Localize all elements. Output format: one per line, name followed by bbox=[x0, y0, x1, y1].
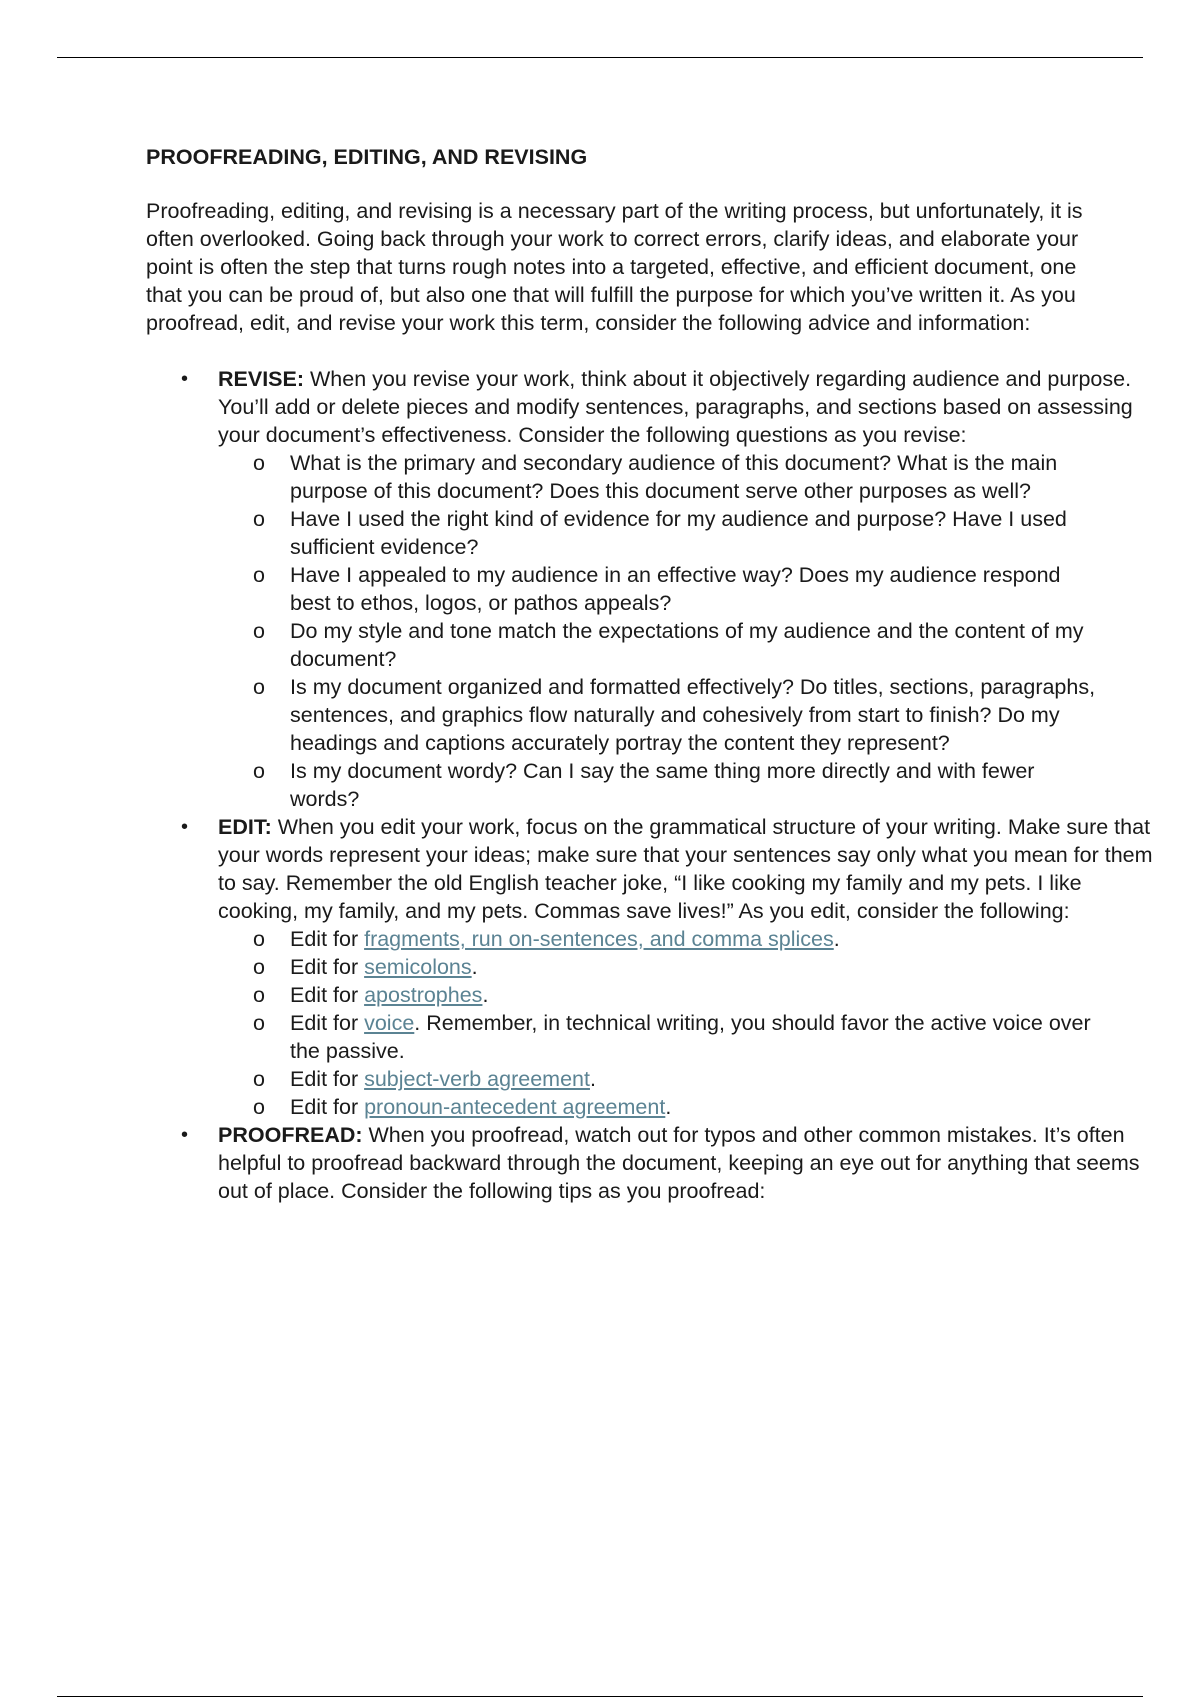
link-fragments[interactable]: fragments, run on-sentences, and comma splices bbox=[364, 927, 834, 951]
sub-bullet-icon: o bbox=[253, 563, 265, 587]
revise-question: Do my style and tone match the expectations of my audience and the content of my document? bbox=[290, 619, 1084, 671]
bullet-icon: • bbox=[181, 368, 189, 390]
link-apostrophes[interactable]: apostrophes bbox=[364, 983, 483, 1007]
link-voice[interactable]: voice bbox=[364, 1011, 415, 1035]
list-item bbox=[218, 925, 1100, 953]
edit-item-suffix: . bbox=[589, 1067, 596, 1091]
link-subject-verb-agreement[interactable]: subject-verb agreement bbox=[364, 1067, 590, 1091]
document-title: PROOFREADING, EDITING, AND REVISING bbox=[146, 145, 588, 169]
list-item bbox=[218, 617, 1100, 673]
header-rule bbox=[57, 57, 1143, 58]
list-item bbox=[218, 673, 1100, 757]
proofread-label: PROOFREAD: bbox=[218, 1123, 363, 1147]
edit-item-suffix: . bbox=[482, 983, 489, 1007]
revise-question: Is my document organized and formatted effectively? Do titles, sections, paragraphs, sentences, and graphics flow naturally and cohesively from start to finish? Do my headings and captions accurately portray the content they represent? bbox=[290, 675, 1096, 755]
intro-paragraph: Proofreading, editing, and revising is a necessary part of the writing process, but unfortunately, it is often overlooked. Going back through your work to correct errors, clarify ideas, and elaborate your point is often the step that turns rough notes into a targeted, effective, and efficient document, one that you can be proud of, but also one that will fulfill the purpose for which you’ve written it. As you proofread, edit, and revise your work this term, consider the following advice and information: bbox=[146, 199, 1083, 335]
edit-item-suffix: . bbox=[665, 1095, 672, 1119]
list-item-revise bbox=[146, 365, 1166, 813]
edit-label: EDIT: bbox=[218, 815, 272, 839]
edit-items bbox=[218, 925, 1166, 1121]
sub-bullet-icon: o bbox=[253, 1011, 265, 1035]
edit-item-prefix: Edit for bbox=[290, 983, 365, 1007]
document-body bbox=[146, 143, 1153, 1205]
sub-bullet-icon: o bbox=[253, 1095, 265, 1119]
link-pronoun-antecedent-agreement[interactable]: pronoun-antecedent agreement bbox=[364, 1095, 666, 1119]
revise-question: Is my document wordy? Can I say the same thing more directly and with fewer words? bbox=[290, 759, 1035, 811]
edit-item-prefix: Edit for bbox=[290, 927, 365, 951]
sub-bullet-icon: o bbox=[253, 759, 265, 783]
list-item bbox=[218, 953, 1100, 981]
edit-item-suffix: . bbox=[833, 927, 840, 951]
edit-text: When you edit your work, focus on the grammatical structure of your writing. Make sure that your words represent your ideas; make sure that your sentences say only what you mean for them to say. Remember the old English teacher joke, “I like cooking my family and my pets. I like cooking, my family, and my pets. Commas save lives!” As you edit, consider the following: bbox=[218, 815, 1153, 923]
revise-question: What is the primary and secondary audience of this document? What is the main purpose of this document? Does this document serve other purposes as well? bbox=[290, 451, 1058, 503]
revise-label: REVISE: bbox=[218, 367, 305, 391]
revise-question: Have I appealed to my audience in an effective way? Does my audience respond best to ethos, logos, or pathos appeals? bbox=[290, 563, 1061, 615]
sub-bullet-icon: o bbox=[253, 507, 265, 531]
sub-bullet-icon: o bbox=[253, 983, 265, 1007]
list-item bbox=[218, 1009, 1100, 1065]
revise-question: Have I used the right kind of evidence for my audience and purpose? Have I used sufficient evidence? bbox=[290, 507, 1067, 559]
revise-text: When you revise your work, think about it objectively regarding audience and purpose. You’ll add or delete pieces and modify sentences, paragraphs, and sections based on assessing your document’s effectiveness. Consider the following questions as you revise: bbox=[218, 367, 1133, 447]
bullet-icon: • bbox=[181, 1124, 189, 1146]
list-item-proofread bbox=[146, 1121, 1166, 1205]
proofread-text: When you proofread, watch out for typos and other common mistakes. It’s often helpful to proofread backward through the document, keeping an eye out for anything that seems out of place. Consider the following tips as you proofread: bbox=[218, 1123, 1140, 1203]
list-item bbox=[218, 1065, 1100, 1093]
list-item-edit bbox=[146, 813, 1166, 1121]
footer-rule bbox=[57, 1696, 1143, 1697]
sub-bullet-icon: o bbox=[253, 1067, 265, 1091]
list-item bbox=[218, 505, 1100, 561]
edit-item-prefix: Edit for bbox=[290, 955, 365, 979]
sub-bullet-icon: o bbox=[253, 619, 265, 643]
list-item bbox=[218, 981, 1100, 1009]
bullet-icon: • bbox=[181, 816, 189, 838]
main-list bbox=[146, 365, 1153, 1205]
edit-item-suffix: . bbox=[471, 955, 478, 979]
revise-questions bbox=[218, 449, 1166, 813]
edit-item-prefix: Edit for bbox=[290, 1095, 365, 1119]
list-item bbox=[218, 757, 1100, 813]
list-item bbox=[218, 561, 1100, 617]
edit-item-prefix: Edit for bbox=[290, 1067, 365, 1091]
edit-item-suffix: . Remember, in technical writing, you should favor the active voice over the passive. bbox=[290, 1011, 1091, 1063]
edit-item-prefix: Edit for bbox=[290, 1011, 365, 1035]
sub-bullet-icon: o bbox=[253, 955, 265, 979]
list-item bbox=[218, 1093, 1100, 1121]
link-semicolons[interactable]: semicolons bbox=[364, 955, 472, 979]
list-item bbox=[218, 449, 1100, 505]
sub-bullet-icon: o bbox=[253, 451, 265, 475]
sub-bullet-icon: o bbox=[253, 927, 265, 951]
sub-bullet-icon: o bbox=[253, 675, 265, 699]
